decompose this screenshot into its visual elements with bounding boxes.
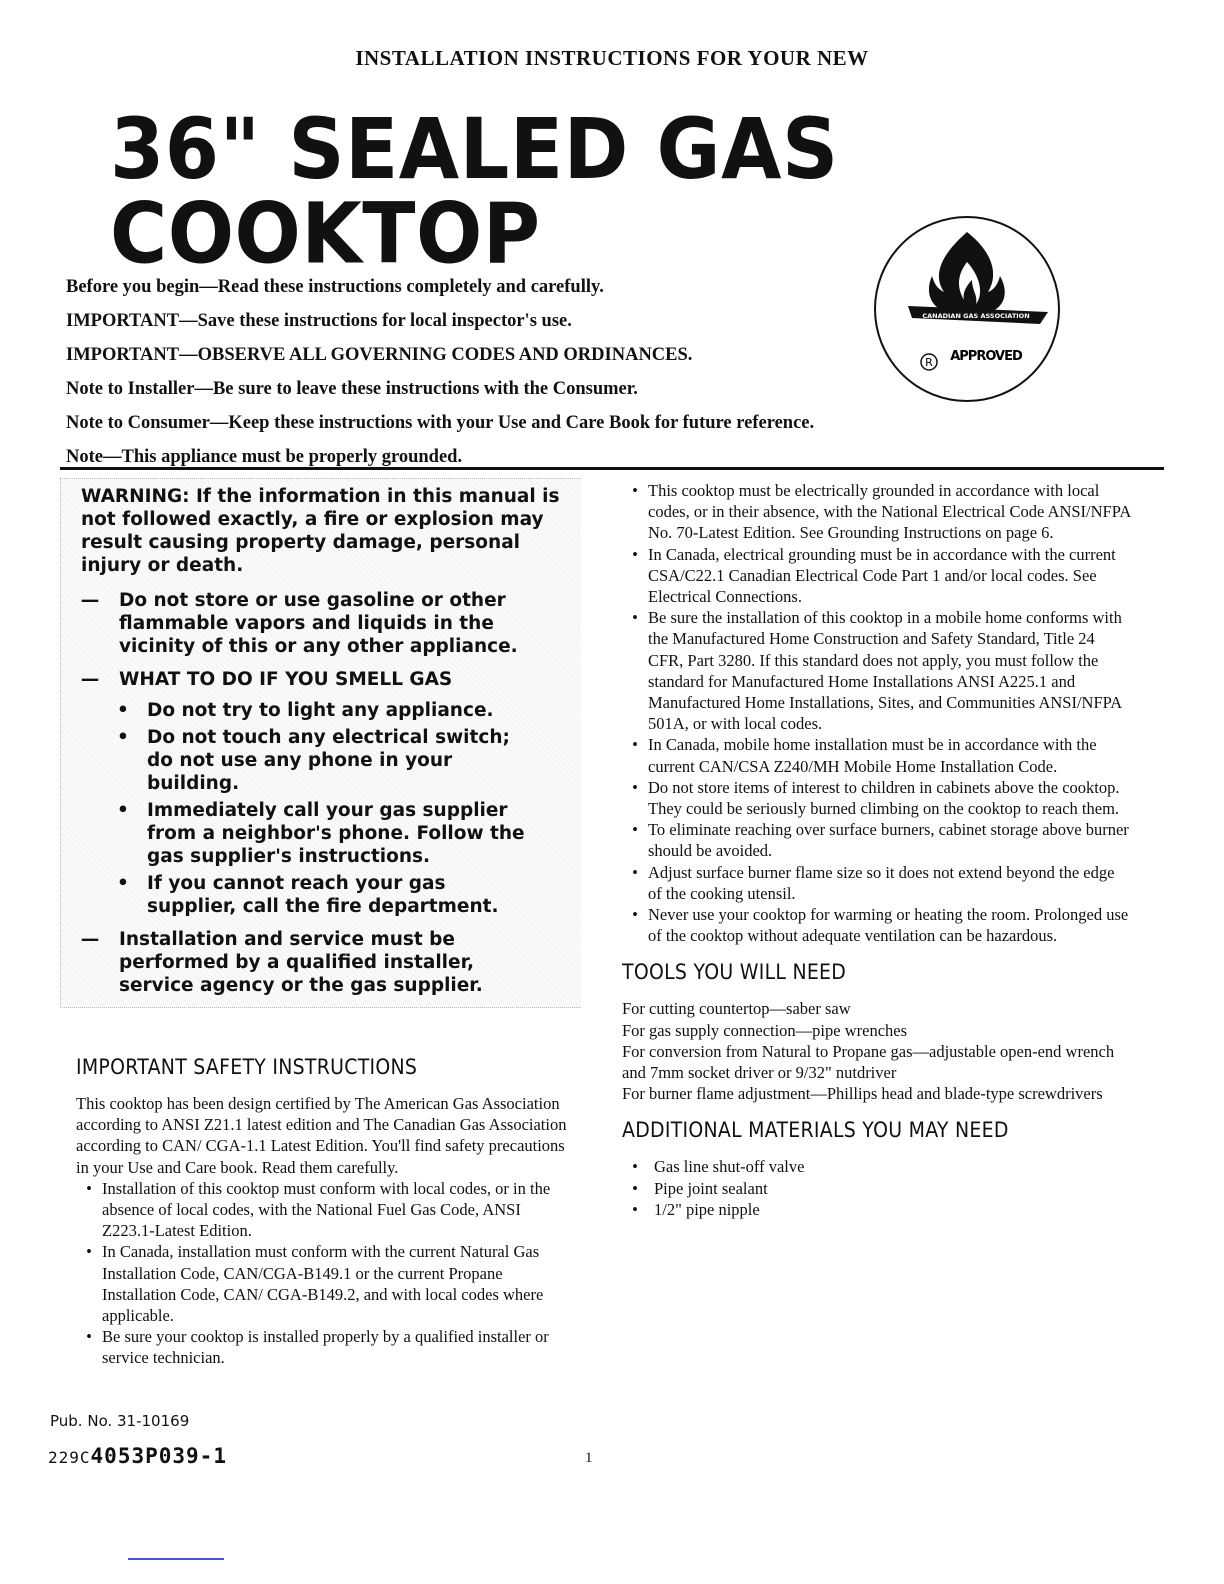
bullet-mark: • (117, 727, 129, 748)
bullet-mark: • (632, 1199, 638, 1219)
safety-bullet-text: In Canada, installation must conform with the current Natural Gas Installation Code, CAN/CGA-B149.1 or the current Propane Installation Code, CAN/ CGA-B149.2, and with local codes where applicable. (102, 1242, 544, 1326)
warning-item-text: WHAT TO DO IF YOU SMELL GAS (119, 669, 453, 690)
page-number: 1 (585, 1450, 593, 1466)
bullet-mark: • (632, 1157, 638, 1177)
smell-gas-step-text: Do not try to light any appliance. (147, 700, 494, 721)
part-code-number: 4053P039-1 (90, 1444, 227, 1468)
smell-gas-step-text: Do not touch any electrical switch; do not use any phone in your building. (147, 727, 510, 794)
material-item-text: 1/2" pipe nipple (654, 1199, 760, 1219)
material-item (622, 1178, 1132, 1199)
bullet-mark: • (632, 544, 638, 564)
safety-heading: IMPORTANT SAFETY INSTRUCTIONS (76, 1055, 418, 1079)
bullet-mark: • (117, 800, 129, 821)
bullet-mark: • (632, 777, 638, 797)
supertitle: INSTALLATION INSTRUCTIONS FOR YOUR NEW (355, 46, 869, 70)
install-bullet (622, 480, 1132, 544)
tool-item: For conversion from Natural to Propane gas—adjustable open-end wrench and 7mm socket driver or 9/32" nutdriver (622, 1041, 1115, 1083)
seal-approved-text: APPROVED (950, 349, 1022, 364)
install-bullet (622, 734, 1132, 776)
tools-list (622, 998, 1132, 1104)
bullet-mark: • (632, 608, 638, 628)
warning-item (61, 928, 581, 997)
dash-mark: — (80, 590, 100, 611)
install-bullet-text: Do not store items of interest to children in cabinets above the cooktop. They could be seriously burned climbing on the cooktop to reach them. (648, 777, 1120, 819)
page-title: 36" SEALED GAS COOKTOP (110, 101, 839, 283)
material-item-text: Pipe joint sealant (654, 1178, 768, 1198)
install-bullet (622, 904, 1132, 946)
bullet-mark: • (632, 1178, 638, 1198)
tool-item: For burner flame adjustment—Phillips head and blade-type screwdrivers (622, 1084, 1103, 1104)
install-bullet (622, 544, 1132, 608)
material-item (622, 1156, 1132, 1177)
install-bullet (622, 819, 1132, 861)
intro-line: IMPORTANT—OBSERVE ALL GOVERNING CODES AND ORDINANCES. (66, 345, 693, 365)
bottom-mark (128, 1558, 224, 1560)
tool-item: For gas supply connection—pipe wrenches (622, 1020, 908, 1040)
install-bullet-text: This cooktop must be electrically grounded in accordance with local codes, or in their absence, with the National Electrical Code ANSI/NFPA No. 70-Latest Edition. See Grounding Instructions on page 6. (648, 481, 1131, 543)
install-bullet-text: To eliminate reaching over surface burners, cabinet storage above burner should be avoided. (648, 820, 1129, 861)
intro-line: IMPORTANT—Save these instructions for local inspector's use. (66, 311, 572, 331)
seal-registered-mark: R (925, 356, 933, 369)
safety-section (76, 1055, 576, 1369)
safety-bullet (76, 1178, 576, 1242)
intro-line: Note to Consumer—Keep these instructions with your Use and Care Book for future reference. (66, 413, 815, 433)
bullet-mark: • (117, 873, 129, 894)
bullet-mark: • (632, 862, 638, 882)
safety-paragraph: This cooktop has been design certified by The American Gas Association according to ANSI Z21.1 latest edition and The Canadian Gas Association according to CAN/ CGA-1.1 Latest Edition. You'll find safety precautions in your Use and Care book. Read them carefully. (76, 1094, 567, 1177)
tools-heading: TOOLS YOU WILL NEED (622, 960, 847, 985)
safety-bullet-text: Installation of this cooktop must conform with local codes, or in the absence of local codes, with the National Fuel Gas Code, ANSI Z223.1-Latest Edition. (102, 1178, 551, 1241)
smell-gas-step (117, 799, 581, 868)
part-code (48, 1444, 227, 1468)
install-bullet (622, 862, 1132, 904)
material-item (622, 1199, 1132, 1220)
seal-banner-text: CANADIAN GAS ASSOCIATION (922, 312, 1030, 320)
warning-item-text: Do not store or use gasoline or other flammable vapors and liquids in the vicinity of this or any other appliance. (119, 590, 518, 657)
header-divider (60, 467, 1164, 470)
right-column (622, 480, 1132, 1220)
install-bullet (622, 777, 1132, 819)
warning-heading: WARNING: If the information in this manual is not followed exactly, a fire or explosion may result causing property damage, personal injury or death. (81, 486, 560, 576)
dash-mark: — (80, 929, 100, 950)
bullet-mark: • (86, 1242, 92, 1262)
intro-line: Note to Installer—Be sure to leave these instructions with the Consumer. (66, 379, 638, 399)
install-bullet (622, 607, 1132, 734)
warning-item (61, 668, 581, 691)
bullet-mark: • (86, 1178, 92, 1198)
smell-gas-step (117, 726, 581, 795)
safety-bullet (76, 1326, 576, 1368)
safety-bullet-text: Be sure your cooktop is installed properly by a qualified installer or service technician. (102, 1327, 549, 1368)
tool-item: For cutting countertop—saber saw (622, 999, 851, 1019)
cga-approved-seal-icon (872, 214, 1062, 404)
bullet-mark: • (632, 820, 638, 840)
dash-mark: — (80, 669, 100, 690)
material-item-text: Gas line shut-off valve (654, 1157, 805, 1177)
materials-heading: ADDITIONAL MATERIALS YOU MAY NEED (622, 1118, 1009, 1143)
publication-number: Pub. No. 31-10169 (50, 1412, 190, 1430)
smell-gas-step-text: Immediately call your gas supplier from a neighbor's phone. Follow the gas supplier's instructions. (147, 800, 525, 867)
bullet-mark: • (117, 700, 129, 721)
install-bullet-text: In Canada, electrical grounding must be in accordance with the current CSA/C22.1 Canadian Electrical Code Part 1 and/or local codes. See Electrical Connections. (648, 544, 1116, 607)
bullet-mark: • (632, 481, 638, 500)
warning-item (61, 589, 581, 658)
smell-gas-step-text: If you cannot reach your gas supplier, call the fire department. (147, 873, 499, 917)
install-bullet-text: In Canada, mobile home installation must be in accordance with the current CAN/CSA Z240/MH Mobile Home Installation Code. (648, 735, 1097, 776)
install-bullet-text: Be sure the installation of this cooktop in a mobile home conforms with the Manufactured Home Construction and Safety Standard, Title 24 CFR, Part 3280. If this standard does not apply, you must follow the standard for Manufactured Home Installations ANSI A225.1 and Manufactured Home Installations, Sites, and Communities ANSI/NFPA 501A, or with local codes. (648, 608, 1122, 734)
warning-box (60, 478, 581, 1008)
bullet-mark: • (632, 905, 638, 925)
smell-gas-step (117, 699, 581, 722)
intro-line: Note—This appliance must be properly grounded. (66, 447, 463, 467)
intro-line: Before you begin—Read these instructions completely and carefully. (66, 277, 604, 297)
warning-item-text: Installation and service must be performed by a qualified installer, service agency or the gas supplier. (119, 929, 483, 996)
part-code-prefix: 229C (48, 1448, 91, 1467)
install-bullet-text: Adjust surface burner flame size so it does not extend beyond the edge of the cooking utensil. (648, 862, 1115, 903)
bullet-mark: • (632, 735, 638, 755)
smell-gas-step (117, 872, 581, 918)
intro-notes (66, 272, 814, 476)
safety-bullet (76, 1241, 576, 1326)
install-bullet-text: Never use your cooktop for warming or heating the room. Prolonged use of the cooktop without adequate ventilation can be hazardous. (648, 905, 1129, 946)
bullet-mark: • (86, 1327, 92, 1347)
materials-list (622, 1156, 1132, 1220)
